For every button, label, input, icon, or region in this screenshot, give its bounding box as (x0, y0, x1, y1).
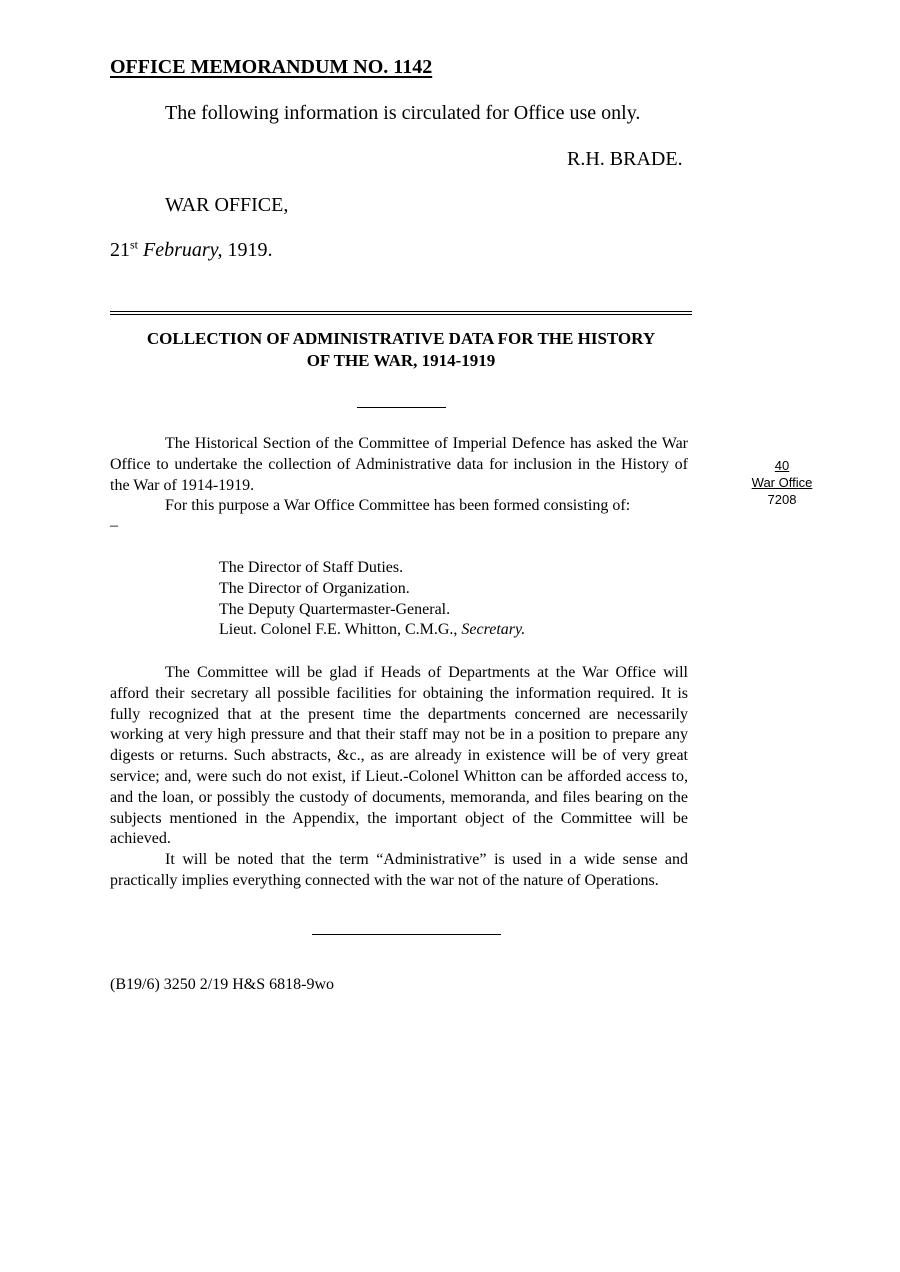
member-item-secretary (219, 620, 525, 641)
paragraph-heads-of-departments: The Committee will be glad if Heads of Departments at the War Office will afford their secretary all possible facilities for obtaining the information required. It is fully recognized that at the present time the departments concerned are necessarily working at very high pressure and that their staff may not be in a position to prepare any digests or returns. Such abstracts, &c., as are already in existence will be of very great service; and, were such do not exist, if Lieut.-Colonel Whitton can be afforded access to, and the loan, or possibly the custody of documents, memoranda, and files bearing on the subjects mentioned in the Appendix, the important object of the Committee will be achieved. (110, 664, 688, 848)
paragraph-historical-section: The Historical Section of the Committee of Imperial Defence has asked the War Office to undertake the collection of Administrative data for inclusion in the History of the War of 1914-1919. (110, 435, 688, 494)
title-line-1: COLLECTION OF ADMINISTRATIVE DATA FOR THE HISTORY (146, 329, 656, 348)
secretary-name: Lieut. Colonel F.E. Whitton, C.M.G., (219, 621, 458, 639)
date-year: 1919. (227, 239, 273, 261)
memo-heading: OFFICE MEMORANDUM NO. 1142 (110, 56, 433, 78)
marginal-number: 40 (774, 458, 790, 473)
marginal-department: War Office (751, 475, 813, 490)
date-month: February, (143, 239, 223, 261)
document-title (110, 328, 692, 372)
secretary-role: Secretary. (461, 621, 526, 639)
title-underline-divider (357, 407, 446, 408)
member-item: The Deputy Quartermaster-General. (219, 600, 451, 618)
paragraph-committee-formed: For this purpose a War Office Committee has been formed consisting of: (165, 497, 631, 515)
double-rule-divider (110, 311, 692, 315)
office-name: WAR OFFICE, (165, 194, 289, 216)
date-day: 21 (110, 239, 130, 261)
stray-dash: – (110, 517, 118, 534)
marginal-file-number: 7208 (767, 492, 797, 507)
committee-members-list (219, 558, 525, 641)
member-item: The Director of Organization. (219, 579, 410, 597)
member-item: The Director of Staff Duties. (219, 559, 404, 576)
intro-text: The following information is circulated for Office use only. (165, 102, 641, 124)
print-reference: (B19/6) 3250 2/19 H&S 6818-9wo (110, 976, 334, 993)
title-line-2: OF THE WAR, 1914-1919 (306, 351, 496, 370)
date-suffix: st (130, 237, 139, 252)
memo-date (110, 238, 272, 262)
opening-paragraphs (110, 434, 688, 517)
marginal-archive-note (742, 457, 822, 508)
closing-paragraphs (110, 663, 688, 892)
signer-name: R.H. BRADE. (567, 148, 683, 170)
paragraph-administrative-term: It will be noted that the term “Administrative” is used in a wide sense and practically implies everything connected with the war not of the nature of Operations. (110, 851, 688, 889)
closing-divider (312, 934, 501, 935)
